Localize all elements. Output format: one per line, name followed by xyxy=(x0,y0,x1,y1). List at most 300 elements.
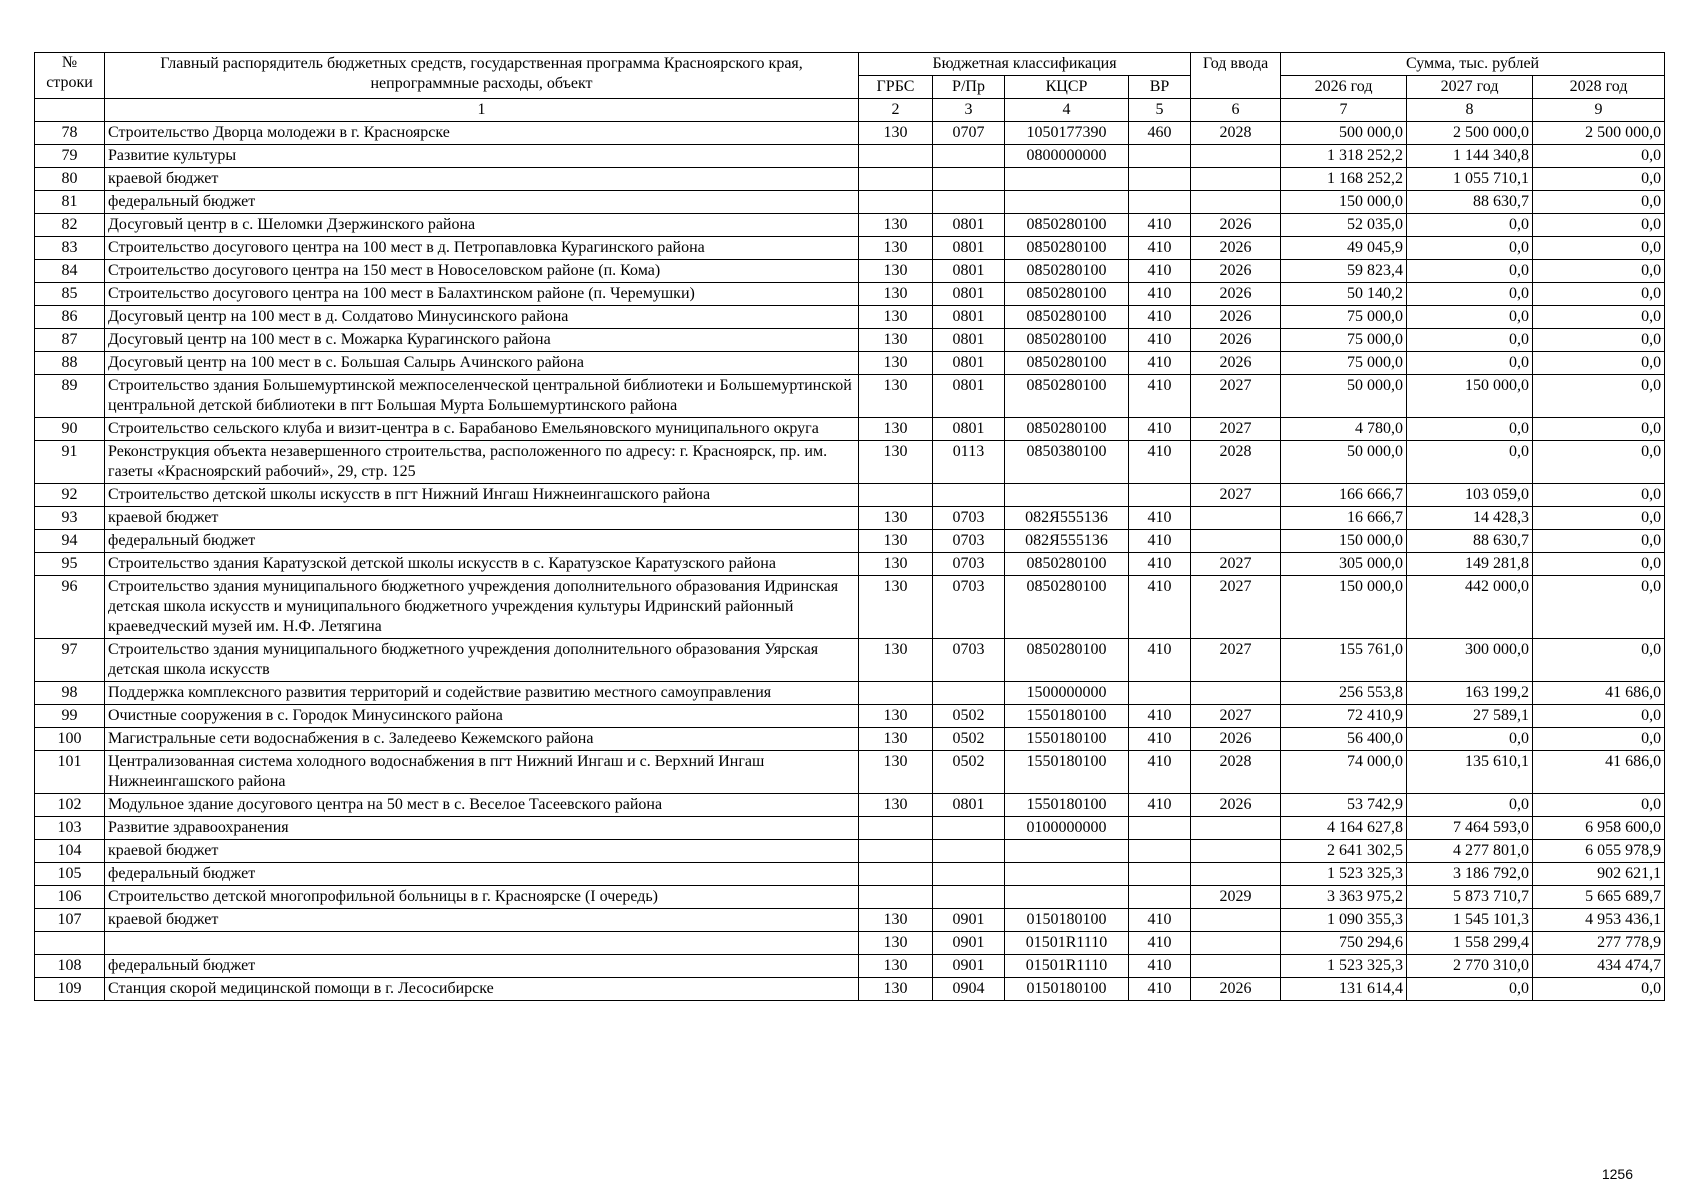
cell-row-number: 103 xyxy=(35,817,105,840)
cell-row-number: 87 xyxy=(35,329,105,352)
cell-kcsr: 0850280100 xyxy=(1005,352,1129,375)
table-row xyxy=(35,418,1665,441)
cell-sum-2026: 155 761,0 xyxy=(1281,639,1407,682)
cell-row-name: Строительство досугового центра на 150 мест в Новоселовском районе (п. Кома) xyxy=(105,260,859,283)
cell-grbs: 130 xyxy=(859,909,933,932)
header-colnum: 8 xyxy=(1407,99,1533,122)
cell-year: 2028 xyxy=(1191,751,1281,794)
cell-sum-2027: 2 500 000,0 xyxy=(1407,122,1533,145)
cell-sum-2028: 41 686,0 xyxy=(1533,751,1665,794)
cell-kcsr: 0850280100 xyxy=(1005,283,1129,306)
header-rpr: Р/Пр xyxy=(933,76,1005,99)
cell-year: 2026 xyxy=(1191,283,1281,306)
cell-row-number: 98 xyxy=(35,682,105,705)
cell-vr xyxy=(1129,168,1191,191)
cell-sum-2026: 49 045,9 xyxy=(1281,237,1407,260)
cell-sum-2028: 0,0 xyxy=(1533,237,1665,260)
cell-rpr: 0502 xyxy=(933,751,1005,794)
header-row-number: № строки xyxy=(35,53,105,99)
cell-sum-2027: 149 281,8 xyxy=(1407,553,1533,576)
cell-sum-2026: 150 000,0 xyxy=(1281,576,1407,639)
table-row xyxy=(35,817,1665,840)
table-row xyxy=(35,507,1665,530)
cell-vr: 410 xyxy=(1129,794,1191,817)
capital-investment-table xyxy=(34,52,1665,1001)
cell-kcsr xyxy=(1005,484,1129,507)
cell-row-name: Магистральные сети водоснабжения в с. Заледеево Кежемского района xyxy=(105,728,859,751)
header-2026: 2026 год xyxy=(1281,76,1407,99)
cell-row-name: краевой бюджет xyxy=(105,909,859,932)
cell-grbs: 130 xyxy=(859,507,933,530)
cell-sum-2026: 4 164 627,8 xyxy=(1281,817,1407,840)
cell-sum-2027: 88 630,7 xyxy=(1407,530,1533,553)
cell-grbs: 130 xyxy=(859,260,933,283)
cell-vr: 460 xyxy=(1129,122,1191,145)
cell-grbs: 130 xyxy=(859,441,933,484)
cell-kcsr xyxy=(1005,840,1129,863)
cell-year: 2028 xyxy=(1191,122,1281,145)
cell-row-name: Очистные сооружения в с. Городок Минусинского района xyxy=(105,705,859,728)
cell-row-name: федеральный бюджет xyxy=(105,530,859,553)
cell-row-name: Станция скорой медицинской помощи в г. Лесосибирске xyxy=(105,978,859,1001)
cell-row-number: 100 xyxy=(35,728,105,751)
table-row xyxy=(35,978,1665,1001)
cell-sum-2027: 1 558 299,4 xyxy=(1407,932,1533,955)
cell-kcsr: 0800000000 xyxy=(1005,145,1129,168)
cell-row-name: федеральный бюджет xyxy=(105,863,859,886)
cell-kcsr: 1550180100 xyxy=(1005,728,1129,751)
cell-sum-2026: 74 000,0 xyxy=(1281,751,1407,794)
cell-sum-2027: 3 186 792,0 xyxy=(1407,863,1533,886)
cell-rpr: 0703 xyxy=(933,639,1005,682)
cell-sum-2027: 0,0 xyxy=(1407,728,1533,751)
table-row xyxy=(35,728,1665,751)
header-colnum: 3 xyxy=(933,99,1005,122)
cell-row-name: Модульное здание досугового центра на 50 мест в с. Веселое Тасеевского района xyxy=(105,794,859,817)
cell-sum-2028: 277 778,9 xyxy=(1533,932,1665,955)
cell-sum-2026: 1 523 325,3 xyxy=(1281,863,1407,886)
cell-row-number: 86 xyxy=(35,306,105,329)
cell-sum-2026: 75 000,0 xyxy=(1281,306,1407,329)
cell-grbs xyxy=(859,817,933,840)
cell-row-number: 99 xyxy=(35,705,105,728)
cell-grbs xyxy=(859,484,933,507)
cell-sum-2028: 0,0 xyxy=(1533,530,1665,553)
table-row xyxy=(35,237,1665,260)
cell-year: 2026 xyxy=(1191,978,1281,1001)
table-body xyxy=(35,122,1665,1001)
cell-rpr: 0113 xyxy=(933,441,1005,484)
table-row xyxy=(35,441,1665,484)
cell-row-name: Строительство детской школы искусств в пгт Нижний Ингаш Нижнеингашского района xyxy=(105,484,859,507)
cell-row-number xyxy=(35,932,105,955)
header-colnum: 5 xyxy=(1129,99,1191,122)
cell-vr: 410 xyxy=(1129,441,1191,484)
cell-rpr: 0901 xyxy=(933,955,1005,978)
cell-sum-2027: 0,0 xyxy=(1407,260,1533,283)
cell-grbs: 130 xyxy=(859,306,933,329)
cell-sum-2028: 2 500 000,0 xyxy=(1533,122,1665,145)
cell-kcsr: 0850280100 xyxy=(1005,418,1129,441)
cell-row-name: Строительство здания Большемуртинской межпоселенческой центральной библиотеки и Большемуртинской центральной детской библиотеки в пгт Большая Мурта Большемуртинского района xyxy=(105,375,859,418)
cell-sum-2026: 150 000,0 xyxy=(1281,191,1407,214)
cell-kcsr xyxy=(1005,168,1129,191)
cell-rpr xyxy=(933,817,1005,840)
cell-sum-2028: 0,0 xyxy=(1533,283,1665,306)
cell-vr: 410 xyxy=(1129,375,1191,418)
cell-grbs: 130 xyxy=(859,418,933,441)
cell-rpr xyxy=(933,484,1005,507)
cell-row-number: 82 xyxy=(35,214,105,237)
cell-kcsr: 01501R1110 xyxy=(1005,955,1129,978)
cell-year: 2027 xyxy=(1191,418,1281,441)
cell-year xyxy=(1191,530,1281,553)
cell-rpr: 0703 xyxy=(933,576,1005,639)
cell-vr: 410 xyxy=(1129,237,1191,260)
cell-vr xyxy=(1129,484,1191,507)
cell-sum-2027: 0,0 xyxy=(1407,306,1533,329)
header-budget-classification: Бюджетная классификация xyxy=(859,53,1191,76)
cell-vr xyxy=(1129,191,1191,214)
cell-rpr: 0901 xyxy=(933,909,1005,932)
table-row xyxy=(35,306,1665,329)
cell-vr xyxy=(1129,817,1191,840)
header-colnum: 1 xyxy=(105,99,859,122)
cell-row-number: 108 xyxy=(35,955,105,978)
cell-row-number: 109 xyxy=(35,978,105,1001)
cell-sum-2027: 1 545 101,3 xyxy=(1407,909,1533,932)
cell-vr: 410 xyxy=(1129,553,1191,576)
cell-rpr: 0901 xyxy=(933,932,1005,955)
cell-rpr xyxy=(933,840,1005,863)
cell-row-name: Централизованная система холодного водоснабжения в пгт Нижний Ингаш и с. Верхний Ингаш Нижнеингашского района xyxy=(105,751,859,794)
cell-sum-2027: 135 610,1 xyxy=(1407,751,1533,794)
cell-row-name: краевой бюджет xyxy=(105,168,859,191)
table-row xyxy=(35,576,1665,639)
cell-sum-2026: 1 090 355,3 xyxy=(1281,909,1407,932)
cell-grbs xyxy=(859,863,933,886)
cell-sum-2026: 72 410,9 xyxy=(1281,705,1407,728)
cell-sum-2027: 0,0 xyxy=(1407,237,1533,260)
cell-sum-2027: 7 464 593,0 xyxy=(1407,817,1533,840)
cell-sum-2026: 50 000,0 xyxy=(1281,375,1407,418)
cell-kcsr: 0850280100 xyxy=(1005,639,1129,682)
cell-vr: 410 xyxy=(1129,728,1191,751)
cell-sum-2028: 6 958 600,0 xyxy=(1533,817,1665,840)
cell-year: 2026 xyxy=(1191,306,1281,329)
cell-row-number: 95 xyxy=(35,553,105,576)
cell-sum-2026: 59 823,4 xyxy=(1281,260,1407,283)
cell-rpr: 0801 xyxy=(933,794,1005,817)
cell-kcsr: 1550180100 xyxy=(1005,794,1129,817)
cell-sum-2028: 6 055 978,9 xyxy=(1533,840,1665,863)
cell-grbs: 130 xyxy=(859,375,933,418)
cell-rpr: 0801 xyxy=(933,375,1005,418)
cell-year: 2027 xyxy=(1191,553,1281,576)
cell-grbs: 130 xyxy=(859,955,933,978)
cell-year xyxy=(1191,909,1281,932)
cell-kcsr: 0850280100 xyxy=(1005,375,1129,418)
cell-vr: 410 xyxy=(1129,932,1191,955)
cell-sum-2026: 256 553,8 xyxy=(1281,682,1407,705)
cell-kcsr: 1050177390 xyxy=(1005,122,1129,145)
cell-sum-2028: 0,0 xyxy=(1533,507,1665,530)
table-row xyxy=(35,375,1665,418)
cell-kcsr: 0150180100 xyxy=(1005,909,1129,932)
table-row xyxy=(35,909,1665,932)
cell-grbs: 130 xyxy=(859,705,933,728)
table-row xyxy=(35,329,1665,352)
cell-row-name: федеральный бюджет xyxy=(105,191,859,214)
cell-row-number: 105 xyxy=(35,863,105,886)
cell-row-number: 83 xyxy=(35,237,105,260)
cell-sum-2027: 4 277 801,0 xyxy=(1407,840,1533,863)
cell-row-number: 89 xyxy=(35,375,105,418)
cell-row-number: 79 xyxy=(35,145,105,168)
cell-rpr: 0801 xyxy=(933,306,1005,329)
cell-sum-2027: 1 055 710,1 xyxy=(1407,168,1533,191)
cell-sum-2027: 0,0 xyxy=(1407,214,1533,237)
cell-sum-2027: 150 000,0 xyxy=(1407,375,1533,418)
cell-year xyxy=(1191,817,1281,840)
table-row xyxy=(35,705,1665,728)
cell-sum-2028: 0,0 xyxy=(1533,260,1665,283)
cell-row-number: 93 xyxy=(35,507,105,530)
cell-sum-2026: 4 780,0 xyxy=(1281,418,1407,441)
cell-grbs: 130 xyxy=(859,932,933,955)
cell-rpr: 0904 xyxy=(933,978,1005,1001)
cell-grbs xyxy=(859,191,933,214)
cell-row-number: 85 xyxy=(35,283,105,306)
cell-row-number: 104 xyxy=(35,840,105,863)
cell-sum-2026: 750 294,6 xyxy=(1281,932,1407,955)
header-colnum: 4 xyxy=(1005,99,1129,122)
table-row xyxy=(35,886,1665,909)
cell-kcsr: 0100000000 xyxy=(1005,817,1129,840)
cell-year xyxy=(1191,682,1281,705)
cell-row-number: 101 xyxy=(35,751,105,794)
table-row xyxy=(35,352,1665,375)
cell-kcsr: 0850280100 xyxy=(1005,306,1129,329)
cell-sum-2028: 0,0 xyxy=(1533,145,1665,168)
cell-sum-2028: 0,0 xyxy=(1533,794,1665,817)
page-number: 1256 xyxy=(1601,1166,1633,1182)
cell-row-name: Строительство детской многопрофильной больницы в г. Красноярске (I очередь) xyxy=(105,886,859,909)
cell-rpr xyxy=(933,682,1005,705)
header-kcsr: КЦСР xyxy=(1005,76,1129,99)
cell-row-number: 88 xyxy=(35,352,105,375)
cell-year: 2026 xyxy=(1191,728,1281,751)
cell-vr xyxy=(1129,886,1191,909)
cell-sum-2028: 0,0 xyxy=(1533,553,1665,576)
cell-vr: 410 xyxy=(1129,352,1191,375)
cell-year: 2026 xyxy=(1191,329,1281,352)
cell-grbs: 130 xyxy=(859,122,933,145)
cell-grbs: 130 xyxy=(859,794,933,817)
cell-sum-2028: 0,0 xyxy=(1533,352,1665,375)
cell-row-name: краевой бюджет xyxy=(105,507,859,530)
table-row xyxy=(35,484,1665,507)
header-colnum: 7 xyxy=(1281,99,1407,122)
cell-rpr xyxy=(933,168,1005,191)
cell-sum-2027: 14 428,3 xyxy=(1407,507,1533,530)
cell-row-number: 92 xyxy=(35,484,105,507)
cell-grbs xyxy=(859,145,933,168)
document-page xyxy=(34,52,1664,1001)
cell-year: 2027 xyxy=(1191,576,1281,639)
cell-sum-2026: 3 363 975,2 xyxy=(1281,886,1407,909)
cell-year: 2027 xyxy=(1191,639,1281,682)
header-colnum xyxy=(35,99,105,122)
cell-row-name: краевой бюджет xyxy=(105,840,859,863)
cell-kcsr: 1500000000 xyxy=(1005,682,1129,705)
cell-sum-2026: 1 523 325,3 xyxy=(1281,955,1407,978)
cell-rpr xyxy=(933,863,1005,886)
cell-row-name: Поддержка комплексного развития территорий и содействие развитию местного самоуправления xyxy=(105,682,859,705)
cell-row-name: Строительство досугового центра на 100 мест в д. Петропавловка Курагинского района xyxy=(105,237,859,260)
cell-kcsr: 0850280100 xyxy=(1005,260,1129,283)
cell-grbs: 130 xyxy=(859,352,933,375)
cell-grbs: 130 xyxy=(859,283,933,306)
cell-sum-2027: 300 000,0 xyxy=(1407,639,1533,682)
cell-grbs: 130 xyxy=(859,530,933,553)
cell-kcsr: 082Я555136 xyxy=(1005,507,1129,530)
cell-sum-2028: 0,0 xyxy=(1533,441,1665,484)
cell-year: 2026 xyxy=(1191,352,1281,375)
cell-grbs: 130 xyxy=(859,329,933,352)
cell-sum-2026: 75 000,0 xyxy=(1281,329,1407,352)
cell-sum-2027: 0,0 xyxy=(1407,978,1533,1001)
cell-rpr: 0502 xyxy=(933,728,1005,751)
cell-year: 2026 xyxy=(1191,260,1281,283)
cell-vr: 410 xyxy=(1129,306,1191,329)
table-row xyxy=(35,751,1665,794)
cell-grbs: 130 xyxy=(859,728,933,751)
cell-sum-2028: 0,0 xyxy=(1533,639,1665,682)
cell-rpr: 0703 xyxy=(933,530,1005,553)
table-row xyxy=(35,214,1665,237)
cell-kcsr xyxy=(1005,191,1129,214)
cell-grbs xyxy=(859,886,933,909)
cell-sum-2027: 442 000,0 xyxy=(1407,576,1533,639)
cell-rpr: 0801 xyxy=(933,329,1005,352)
cell-sum-2028: 0,0 xyxy=(1533,214,1665,237)
cell-year xyxy=(1191,168,1281,191)
cell-sum-2026: 53 742,9 xyxy=(1281,794,1407,817)
cell-row-name: Строительство Дворца молодежи в г. Красноярске xyxy=(105,122,859,145)
table-header xyxy=(35,53,1665,122)
cell-sum-2027: 0,0 xyxy=(1407,441,1533,484)
cell-sum-2026: 75 000,0 xyxy=(1281,352,1407,375)
header-name: Главный распорядитель бюджетных средств, государственная программа Красноярского края, непрограммные расходы, объект xyxy=(105,53,859,99)
cell-year: 2028 xyxy=(1191,441,1281,484)
cell-row-name: Развитие здравоохранения xyxy=(105,817,859,840)
cell-vr: 410 xyxy=(1129,418,1191,441)
cell-vr: 410 xyxy=(1129,260,1191,283)
cell-year: 2027 xyxy=(1191,375,1281,418)
cell-row-name: федеральный бюджет xyxy=(105,955,859,978)
cell-sum-2028: 0,0 xyxy=(1533,168,1665,191)
cell-vr xyxy=(1129,145,1191,168)
cell-sum-2027: 27 589,1 xyxy=(1407,705,1533,728)
cell-kcsr: 1550180100 xyxy=(1005,705,1129,728)
cell-vr: 410 xyxy=(1129,283,1191,306)
cell-rpr: 0707 xyxy=(933,122,1005,145)
cell-sum-2028: 0,0 xyxy=(1533,484,1665,507)
table-row xyxy=(35,260,1665,283)
table-row xyxy=(35,863,1665,886)
header-year: Год ввода xyxy=(1191,53,1281,99)
cell-sum-2028: 0,0 xyxy=(1533,705,1665,728)
cell-rpr xyxy=(933,145,1005,168)
cell-sum-2028: 0,0 xyxy=(1533,191,1665,214)
cell-row-number: 78 xyxy=(35,122,105,145)
cell-sum-2026: 1 318 252,2 xyxy=(1281,145,1407,168)
cell-row-number: 102 xyxy=(35,794,105,817)
cell-row-number: 91 xyxy=(35,441,105,484)
table-row xyxy=(35,553,1665,576)
table-row xyxy=(35,840,1665,863)
cell-grbs: 130 xyxy=(859,751,933,794)
cell-row-number: 94 xyxy=(35,530,105,553)
cell-row-name: Строительство здания муниципального бюджетного учреждения дополнительного образования Идринская детская школа искусств и муниципального бюджетного учреждения культуры Идринский районный краеведческий музей им. Н.Ф. Летягина xyxy=(105,576,859,639)
table-row xyxy=(35,794,1665,817)
cell-sum-2026: 50 140,2 xyxy=(1281,283,1407,306)
cell-grbs: 130 xyxy=(859,214,933,237)
cell-sum-2027: 5 873 710,7 xyxy=(1407,886,1533,909)
cell-row-number: 90 xyxy=(35,418,105,441)
cell-sum-2026: 1 168 252,2 xyxy=(1281,168,1407,191)
cell-rpr xyxy=(933,191,1005,214)
cell-grbs xyxy=(859,682,933,705)
cell-row-number: 81 xyxy=(35,191,105,214)
cell-sum-2026: 150 000,0 xyxy=(1281,530,1407,553)
cell-year: 2026 xyxy=(1191,214,1281,237)
cell-sum-2028: 0,0 xyxy=(1533,978,1665,1001)
table-row xyxy=(35,122,1665,145)
cell-sum-2027: 103 059,0 xyxy=(1407,484,1533,507)
table-row xyxy=(35,955,1665,978)
cell-vr: 410 xyxy=(1129,214,1191,237)
cell-sum-2027: 0,0 xyxy=(1407,794,1533,817)
cell-sum-2027: 1 144 340,8 xyxy=(1407,145,1533,168)
cell-year: 2026 xyxy=(1191,794,1281,817)
cell-sum-2026: 52 035,0 xyxy=(1281,214,1407,237)
cell-rpr xyxy=(933,886,1005,909)
cell-sum-2027: 0,0 xyxy=(1407,283,1533,306)
cell-sum-2028: 5 665 689,7 xyxy=(1533,886,1665,909)
cell-kcsr xyxy=(1005,886,1129,909)
cell-kcsr: 0850280100 xyxy=(1005,237,1129,260)
cell-row-name: Досуговый центр в с. Шеломки Дзержинского района xyxy=(105,214,859,237)
header-sum: Сумма, тыс. рублей xyxy=(1281,53,1665,76)
cell-sum-2028: 0,0 xyxy=(1533,306,1665,329)
cell-sum-2026: 2 641 302,5 xyxy=(1281,840,1407,863)
cell-sum-2026: 16 666,7 xyxy=(1281,507,1407,530)
cell-rpr: 0801 xyxy=(933,214,1005,237)
table-row xyxy=(35,530,1665,553)
table-row xyxy=(35,168,1665,191)
cell-sum-2028: 902 621,1 xyxy=(1533,863,1665,886)
cell-sum-2027: 0,0 xyxy=(1407,329,1533,352)
header-grbs: ГРБС xyxy=(859,76,933,99)
cell-year: 2029 xyxy=(1191,886,1281,909)
cell-year: 2027 xyxy=(1191,705,1281,728)
header-vr: ВР xyxy=(1129,76,1191,99)
cell-sum-2028: 0,0 xyxy=(1533,728,1665,751)
cell-year xyxy=(1191,145,1281,168)
cell-row-number: 80 xyxy=(35,168,105,191)
